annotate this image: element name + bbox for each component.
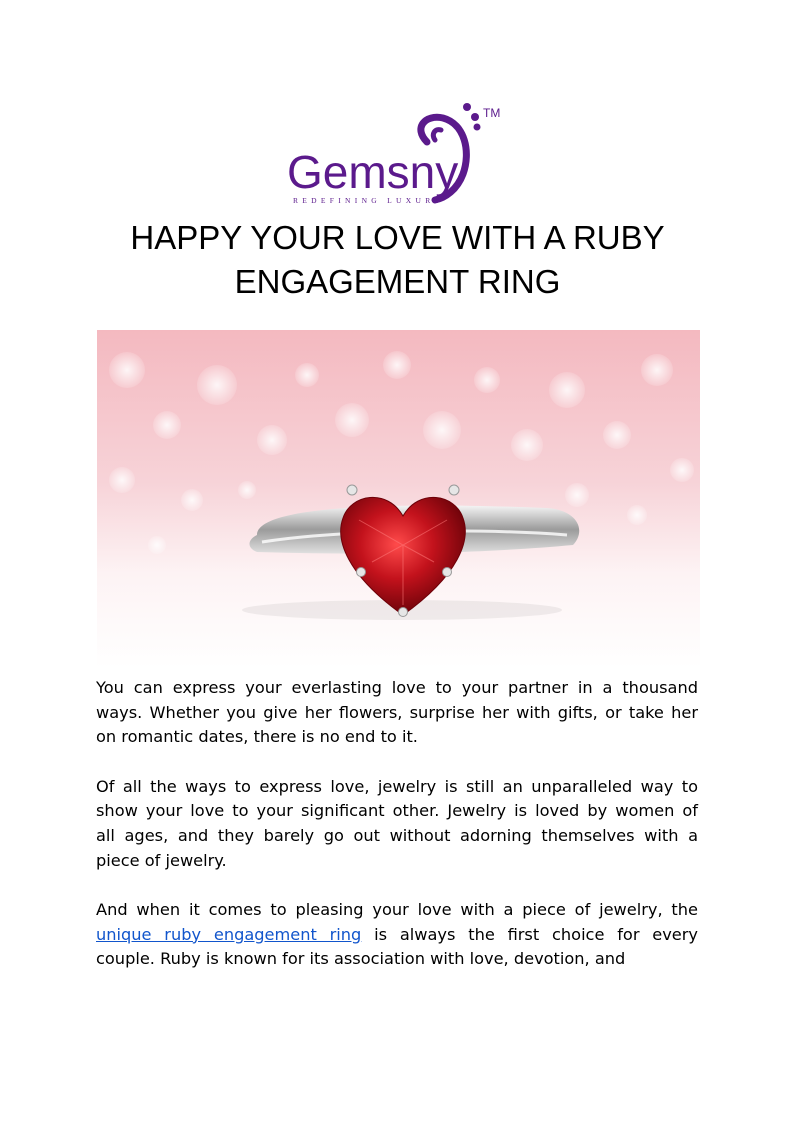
ruby-engagement-ring-link[interactable]: unique ruby engagement ring xyxy=(96,924,362,944)
paragraph-3-line-2 xyxy=(96,923,698,948)
gemsny-logo xyxy=(285,100,515,208)
paragraph-1-line-1: You can express your everlasting love to your partner in a thousand xyxy=(96,678,698,697)
paragraph-3-line-2-rest: is always the first choice for every xyxy=(361,924,698,944)
paragraph-3 xyxy=(96,898,698,972)
title-line-2: ENGAGEMENT RING xyxy=(234,263,561,300)
paragraph-2-line-4: piece of jewelry. xyxy=(96,850,227,870)
article-body xyxy=(96,676,698,997)
page-title xyxy=(60,216,735,304)
paragraph-3-line-1: And when it comes to pleasing your love with a piece of jewelry, the xyxy=(96,900,698,920)
title-line-1: HAPPY YOUR LOVE WITH A RUBY xyxy=(130,219,665,256)
paragraph-3-line-3: couple. Ruby is known for its association with love, devotion, and xyxy=(96,949,626,969)
paragraph-1 xyxy=(96,676,698,750)
logo-tagline: REDEFINING LUXURY xyxy=(293,196,444,205)
trademark-mark: TM xyxy=(483,106,501,120)
paragraph-2-line-1: Of all the ways to express love, jewelry is still an unparalleled way to xyxy=(96,776,698,796)
paragraph-1-line-2: ways. Whether you give her flowers, surprise her with gifts, or take her xyxy=(96,702,698,722)
paragraph-2-line-2: show your love to your significant other. Jewelry is loved by women of xyxy=(96,801,698,821)
ruby-ring-image xyxy=(97,330,700,668)
logo-brand: Gemsny xyxy=(287,146,459,198)
paragraph-2-line-3: all ages, and they barely go out without adorning themselves with a xyxy=(96,825,698,845)
paragraph-2 xyxy=(96,775,698,873)
paragraph-1-line-3: on romantic dates, there is no end to it. xyxy=(96,727,418,747)
